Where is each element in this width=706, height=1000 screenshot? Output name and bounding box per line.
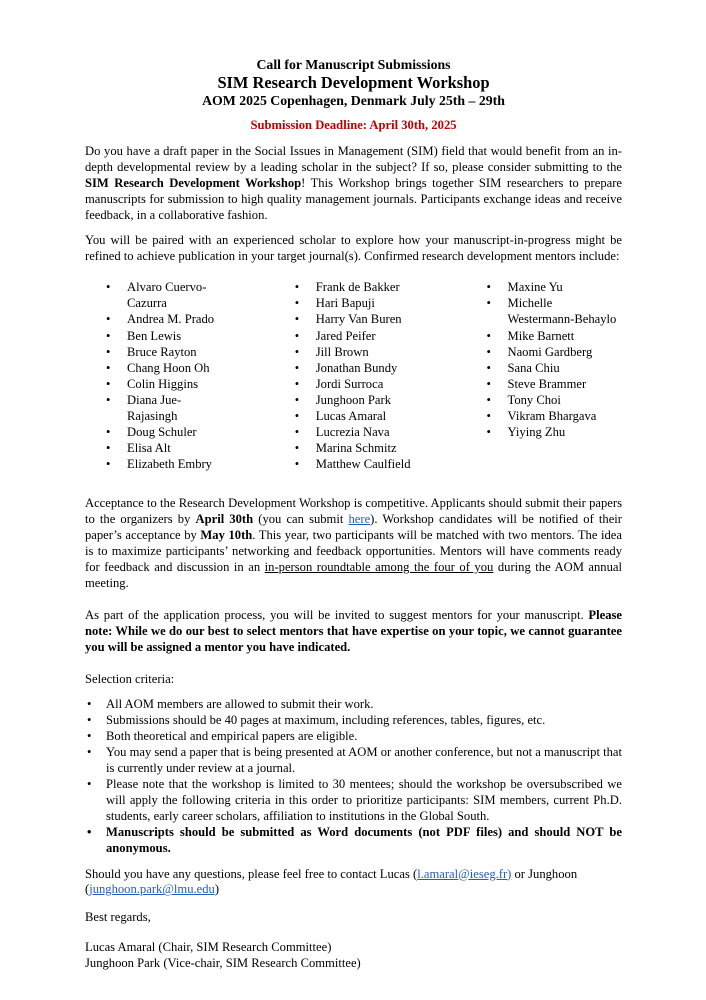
acceptance-text-1: Acceptance to the Research Development Workshop is competitive. Applicants should submit their papers to the organizers by [85, 496, 622, 527]
mentor-column-1 [85, 279, 274, 472]
selection-heading: Selection criteria: [85, 671, 175, 686]
event-subtitle: AOM 2025 Copenhagen, Denmark July 25th – 29th [202, 93, 505, 108]
submission-deadline: Submission Deadline: April 30th, 2025 [250, 118, 457, 132]
mentor-name: • Frank de Bakker [274, 279, 466, 295]
mentor-name: • Michelle Westermann-Behaylo [466, 295, 618, 327]
mentor-name: • Yiying Zhu [466, 424, 618, 440]
mentor-name: • Maxine Yu [466, 279, 618, 295]
application-paragraph [85, 608, 622, 656]
mentor-name: • Chang Hoon Oh [85, 360, 227, 376]
deadline-date: April 30th [195, 512, 254, 527]
contact-text-2: or Junghoon ( [85, 866, 578, 897]
intro-workshop-name: SIM Research Development Workshop [85, 175, 302, 190]
best-regards: Best regards, [85, 910, 151, 925]
intro-text-a: Do you have a draft paper in the Social Issues in Management (SIM) field that would benefit from an in-depth developmental review by a leading scholar in the subject? If so, please consider submitting to the [85, 143, 622, 174]
mentor-name: • Bruce Rayton [85, 344, 227, 360]
contact-text-1: Should you have any questions, please feel free to contact Lucas ( [85, 866, 418, 881]
acceptance-paragraph [85, 496, 622, 591]
criteria-item: • You may send a paper that is being presented at AOM or another conference, but not a manuscript that is currently under review at a journal. [85, 745, 622, 777]
selection-criteria-list [85, 697, 622, 856]
mentor-name: • Steve Brammer [466, 376, 618, 392]
intro-paragraph [85, 144, 622, 224]
acceptance-text-3: ). Workshop candidates will be notified of their paper’s acceptance by [85, 512, 622, 543]
acceptance-text-2: (you can submit [253, 512, 349, 527]
mentor-name: • Tony Choi [466, 392, 618, 408]
mentor-name: • Junghoon Park [274, 392, 466, 408]
mentor-name: • Colin Higgins [85, 376, 227, 392]
application-text: As part of the application process, you will be invited to suggest mentors for your manuscript. [85, 607, 589, 622]
submit-here-link[interactable]: here [348, 512, 371, 527]
pairing-paragraph: You will be paired with an experienced scholar to explore how your manuscript-in-progress might be refined to achieve publication in your target journal(s). Confirmed research development mentors include: [85, 233, 622, 264]
application-note: Please note: While we do our best to select mentors that have expertise on your topic, we cannot guarantee you will be assigned a mentor you have indicated. [85, 607, 622, 654]
mentor-name: • Doug Schuler [85, 424, 227, 440]
mentor-name: • Diana Jue-Rajasingh [85, 392, 227, 424]
intro-text-b: ! This Workshop brings together SIM researchers to prepare manuscripts for submission to high quality management journals. Participants exchange ideas and receive feedback, in a collaborative fashion. [85, 175, 622, 222]
email-link-junghoon[interactable]: junghoon.park@lmu.edu [89, 882, 215, 897]
contact-paragraph [85, 867, 622, 899]
mentor-name: • Matthew Caulfield [274, 456, 466, 472]
criteria-item: • Submissions should be 40 pages at maximum, including references, tables, figures, etc. [85, 713, 622, 729]
mentor-name: • Hari Bapuji [274, 295, 466, 311]
mentor-column-3 [466, 279, 623, 472]
mentor-name: • Sana Chiu [466, 360, 618, 376]
email-link-lucas[interactable]: l.amaral@ieseg.fr) [417, 866, 512, 881]
acceptance-text-5: during the AOM annual meeting. [85, 560, 622, 590]
mentor-name: • Jordi Surroca [274, 376, 466, 392]
notification-date: May 10th [200, 528, 253, 543]
mentor-name: • Naomi Gardberg [466, 344, 618, 360]
mentor-name: • Harry Van Buren [274, 311, 466, 327]
mentor-name: • Lucas Amaral [274, 408, 466, 424]
mentor-name: • Jonathan Bundy [274, 360, 466, 376]
workshop-title: SIM Research Development Workshop [217, 73, 490, 92]
acceptance-text-4: . This year, two participants will be matched with two mentors. The idea is to maximize participants’ networking and feedback opportunities. Mentors will have comments ready for feedback and discussion in an [85, 528, 622, 574]
mentor-name: • Elizabeth Embry [85, 456, 227, 472]
criteria-item: • All AOM members are allowed to submit their work. [85, 697, 622, 713]
mentor-name: • Elisa Alt [85, 440, 227, 456]
mentor-name: • Alvaro Cuervo-Cazurra [85, 279, 227, 311]
criteria-item: • Both theoretical and empirical papers are eligible. [85, 729, 622, 745]
roundtable-underline: in-person roundtable among the four of you [264, 560, 494, 574]
mentor-name: • Lucrezia Nava [274, 424, 466, 440]
mentor-name: • Ben Lewis [85, 328, 227, 344]
call-heading: Call for Manuscript Submissions [256, 57, 451, 72]
signature-chair: Lucas Amaral (Chair, SIM Research Committee) [85, 940, 332, 955]
mentor-name: • Vikram Bhargava [466, 408, 618, 424]
mentor-name: • Marina Schmitz [274, 440, 466, 456]
mentor-column-2 [274, 279, 466, 472]
mentor-name: • Jill Brown [274, 344, 466, 360]
signature-vice-chair: Junghoon Park (Vice-chair, SIM Research Committee) [85, 956, 361, 971]
criteria-item: • Manuscripts should be submitted as Word documents (not PDF files) and should NOT be anonymous. [85, 825, 622, 857]
contact-text-3: ) [214, 882, 220, 897]
mentor-list [85, 279, 622, 472]
mentor-name: • Mike Barnett [466, 328, 618, 344]
mentor-name: • Jared Peifer [274, 328, 466, 344]
criteria-item: • Please note that the workshop is limited to 30 mentees; should the workshop be oversubscribed we will apply the following criteria in this order to prioritize participants: SIM members, current Ph.D. students, early career scholars, affiliation to institutions in the Global South. [85, 777, 622, 825]
mentor-name: • Andrea M. Prado [85, 311, 227, 327]
